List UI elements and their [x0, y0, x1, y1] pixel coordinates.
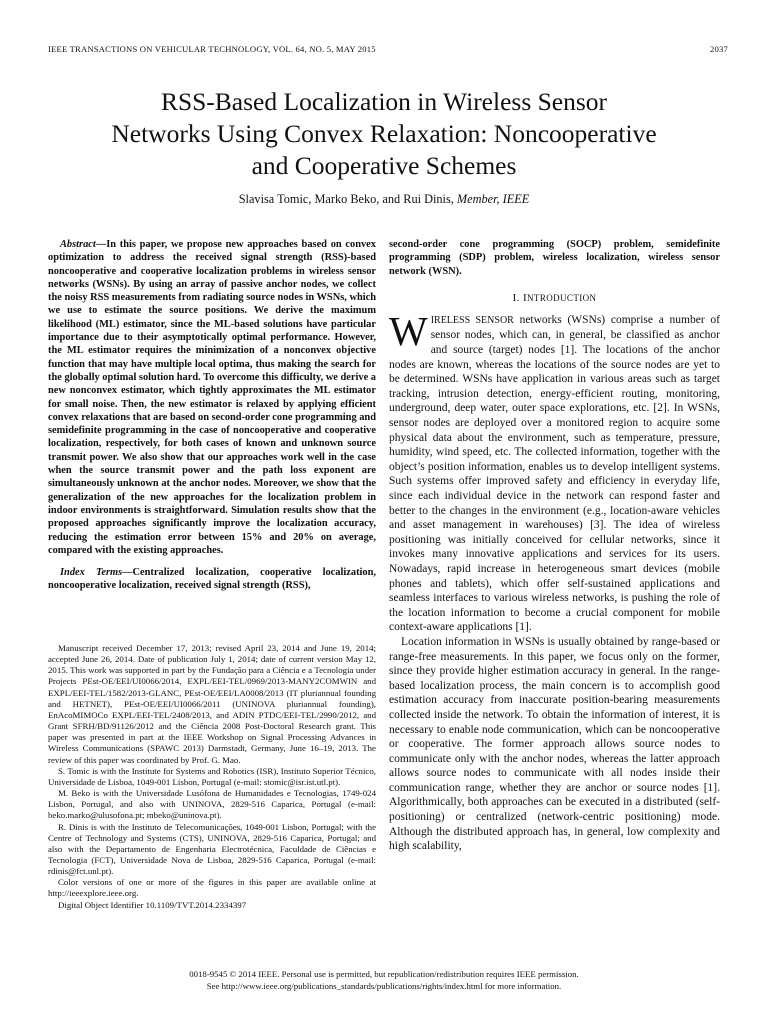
running-head	[48, 44, 728, 54]
index-terms-label: Index Terms	[60, 567, 123, 579]
footnotes	[48, 643, 376, 911]
intro-paragraph-1	[389, 307, 720, 635]
copyright-line-2: See http://www.ieee.org/publications_standards/publications/rights/index.html for more information.	[206, 981, 562, 991]
drop-cap: W	[389, 307, 428, 354]
section-number: I.	[512, 291, 520, 304]
title-line-1: RSS-Based Localization in Wireless Sensor	[160, 87, 608, 116]
intro-paragraph-2: Location information in WSNs is usually obtained by range-based or range-free measurements. In this paper, we focus only on the former, since they provide higher estimation accuracy in general. In the range-based localization process, the main concern is to accomplish good estimation accuracy from inaccurate position-bearing measurements collected inside the network. To obtain the information of interest, it is necessary to enable node communication, which can be noncooperative or cooperative. The former approach allows source nodes to communicate only with the anchor nodes, whereas the latter approach allows source nodes to communicate with all nodes inside their communication range, whether they are anchor or source nodes [1]. Algorithmically, both approaches can be executed in a distributed (self-positioning) or centralized (network-centric positioning) mode. Although the distributed approach has, in general, low complexity and high scalability,	[389, 635, 720, 853]
footnote-dinis: R. Dinis is with the Instituto de Telecomunicações, 1049-001 Lisbon, Portugal; with the Centre of Technology and Systems (CTS), UNINOVA, 2829-516 Caparica, Portugal; and also with the Departamento de Engenharia Electrotécnica, Faculdade de Ciências e Tecnologia (FCT), Universidade Nova de Lisboa, 2829-516 Caparica, Portugal (e-mail: rdinis@fct.unl.pt).	[48, 821, 376, 877]
footnote-doi: Digital Object Identifier 10.1109/TVT.2014.2334397	[58, 899, 247, 910]
footnote-color-versions: Color versions of one or more of the figures in this paper are available online at http://ieeexplore.ieee.org.	[48, 877, 376, 899]
intro-smallcaps: IRELESS SENSOR	[430, 314, 514, 326]
right-column	[389, 238, 720, 854]
copyright-line-1: 0018-9545 © 2014 IEEE. Personal use is permitted, but republication/redistribution requires IEEE permission.	[189, 969, 579, 979]
author-names: Slavisa Tomic, Marko Beko, and Rui Dinis,	[238, 192, 454, 206]
abstract-label: Abstract	[60, 239, 96, 250]
index-terms	[48, 566, 376, 593]
author-membership: Member, IEEE	[456, 192, 530, 206]
title-line-2: Networks Using Convex Relaxation: Noncooperative	[111, 119, 657, 148]
paper-title	[40, 86, 728, 182]
journal-name: IEEE TRANSACTIONS ON VEHICULAR TECHNOLOGY, VOL. 64, NO. 5, MAY 2015	[48, 44, 376, 54]
footnote-beko: M. Beko is with the Universidade Lusófona de Humanidades e Tecnologias, 1749-024 Lisbon, Portugal, and also with UNINOVA, 2829-516 Caparica, Portugal (e-mail: beko.marko@ulusofona.pt; mbeko@uninova.pt).	[48, 788, 376, 821]
section-heading-introduction	[389, 292, 720, 304]
intro-paragraph-1-text: networks (WSNs) comprise a number of sensor nodes, which can, in general, be classified as anchor and source (target) nodes [1]. The locations of the anchor nodes are known, whereas the locations of the source nodes are yet to be determined. WSNs have application in various areas such as target tracking, intrusion detection, energy-efficient routing, monitoring, underground, deep water, outer space explorations, etc. [2]. In WSNs, sensor nodes are deployed over a monitored region to acquire some physical data about the environment, such as temperature, pressure, humidity, wind speed, etc. The collected information, together with the object’s position information, enables us to develop intelligent systems. Such systems offer improved safety and efficiency in everyday life, since each individual device in the network can respond faster and better to the changes in the environment (e.g., location-aware vehicles and asset management in warehouses) [3]. The idea of wireless positioning was initially conceived for cellular networks, since it invokes many innovative applications and services for its users. Nowadays, rapid increase in heterogeneous smart devices (mobile phones and tablets), which offer self-sustained applications and seamless interfaces to various wireless networks, is pushing the role of the location information to become a crucial component for mobile context-aware applications [1].	[389, 313, 720, 634]
page-number: 2037	[710, 44, 728, 54]
footnote-tomic: S. Tomic is with the Institute for Systems and Robotics (ISR), Instituto Superior Técnico, Universidade de Lisboa, 1049-001 Lisbon, Portugal (e-mail: stomic@isr.ist.utl.pt).	[48, 765, 376, 787]
author-list	[40, 192, 728, 207]
abstract	[48, 238, 376, 557]
section-title-rest: NTRODUCTION	[527, 292, 597, 303]
index-terms-continuation: second-order cone programming (SOCP) problem, semidefinite programming (SDP) problem, wireless localization, wireless sensor network (WSN).	[389, 239, 720, 277]
abstract-text: —In this paper, we propose new approaches based on convex optimization to address the received signal strength (RSS)-based noncooperative and cooperative localization problems in wireless sensor networks (WSNs). By using an array of passive anchor nodes, we collect the noisy RSS measurements from radiating source nodes in WSNs, which we use to estimate the source positions. We derive the maximum likelihood (ML) estimator, since the ML-based solutions have particular importance due to their asymptotically optimal performance. However, the ML estimator requires the minimization of a nonconvex objective function that may have multiple local optima, thus making the search for the globally optimal solution hard. To overcome this difficulty, we derive a new nonconvex estimator, which tightly approximates the ML estimator for small noise. Then, the new estimator is relaxed by applying efficient convex relaxations that are based on second-order cone programming and semidefinite programming in the case of noncooperative and cooperative localization, respectively, for both cases of known and unknown source transmit power. We also show that our approaches work well in the case when the source transmit power and the path loss exponent are simultaneously unknown at the anchor nodes. Moreover, we show that the generalization of the new approaches for the localization problem in indoor environments is straightforward. Simulation results show that the proposed approaches significantly improve the localization accuracy, reducing the estimation error between 15% and 20% on average, compared with the existing approaches.	[48, 239, 377, 556]
copyright-notice	[40, 968, 728, 992]
index-terms-text: —Centralized localization, cooperative localization, noncooperative localization, received signal strength (RSS),	[48, 567, 376, 592]
section-title-initial: I	[522, 291, 528, 304]
left-column	[48, 238, 376, 593]
title-line-3: and Cooperative Schemes	[251, 151, 517, 180]
footnote-manuscript: Manuscript received December 17, 2013; revised April 23, 2014 and June 19, 2014; accepted June 26, 2014. Date of publication July 1, 2014; date of current version May 12, 2015. This work was supported in part by the Fundação para a Ciência e a Tecnologia under Projects PEst-OE/EEI/UI0066/2014, EXPL/EEI-TEL/0969/2013-MANY2COMWIN and EXPL/EEI-TEL/1582/2013-GLANC, PEst-OE/EEI/LA0008/2013 (IT pluriannual founding and HETNET), PEst-OE/EEI/UI0066/2011 (UNINOVA pluriannual founding), EnAcoMIMOCo EXPL/EEI-TEL/2408/2013, and ADIN PTDC/EEI-TEL/2990/2012, and Grant SFRH/BD/91126/2012 and the Ciência 2008 Post-Doctoral Research grant. This paper was presented in part at the IEEE Workshop on Signal Processing Advances in Wireless Communications (SPAWC 2013) Darmstadt, Germany, June 16–19, 2013. The review of this paper was coordinated by Prof. G. Mao.	[48, 643, 376, 765]
